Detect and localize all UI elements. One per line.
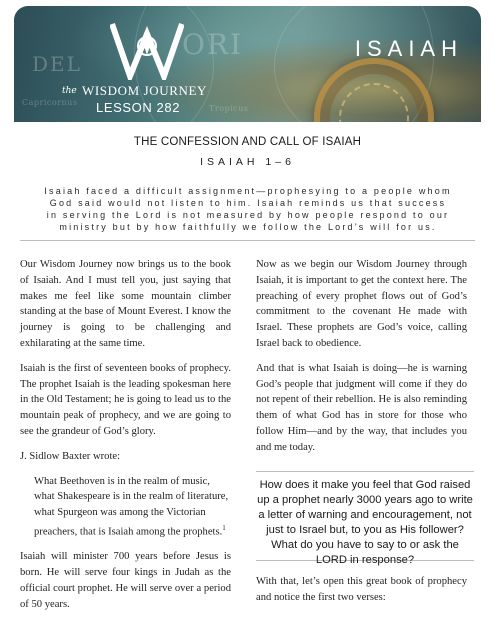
lesson-title: THE CONFESSION AND CALL OF ISAIAH: [133, 136, 362, 148]
lesson-number: LESSON 282: [96, 100, 181, 115]
question-text: What do you have to say to or ask the LORD in response?: [271, 539, 459, 566]
question-text: How does it make you feel that God raised up a prophet nearly 3000 years ago to write a letter of warning and encouragement, not just to Israel but, to you as His follower?: [257, 479, 473, 536]
divider: [20, 240, 475, 241]
wisdom-journey-logo-icon: [110, 20, 184, 80]
scripture-passage: ISAIAH 1–6: [200, 156, 295, 168]
lesson-summary: Isaiah faced a difficult assignment—prophesying to a people whom God said would not listen to him. Isaiah reminds us that success in serving the Lord is not measured by how people respond to our ministry but by how faithfully we follow the Lord’s will for us.: [44, 186, 452, 232]
paragraph: J. Sidlow Baxter wrote:: [20, 450, 121, 462]
footnote-marker: 1: [222, 523, 226, 532]
paragraph: Now as we begin our Wisdom Journey through Isaiah, it is important to get the context here. The preaching of every prophet flows out of God’s commitment to the covenant He made with Israel. These prophets are God’s voice, calling Israel back to obedience.: [256, 259, 467, 349]
map-text: ORI: [182, 28, 244, 61]
map-text: DEL: [32, 52, 82, 76]
left-column: [20, 257, 231, 621]
header-banner: [14, 6, 481, 122]
reflection-question: [256, 471, 474, 566]
brand-name: WISDOM JOURNEY: [82, 83, 208, 98]
book-title: ISAIAH: [354, 36, 463, 61]
right-column: [256, 257, 467, 465]
quote-text: What Beethoven is in the realm of music, what Shakespeare is in the realm of literature, what Spurgeon was among the Victorian preachers, that is Isaiah among the prophets.: [34, 475, 229, 538]
map-text: Tropicus: [209, 104, 249, 113]
map-text: Capricornus: [22, 98, 78, 107]
paragraph: Isaiah is the first of seventeen books of prophecy. The prophet Isaiah is the leading spokesman here in the Old Testament; he is going to lead us to the mountain peak of prophecy, and we are going to see the grandeur of God’s glory.: [20, 362, 231, 437]
block-quote: [34, 474, 231, 541]
paragraph: And that is what Isaiah is doing—he is warning God’s people that judgment will come if they do not repent of their rebellion. He is also reminding them of what God has in store for those who follow Him—and by the way, that includes you and me today.: [256, 362, 467, 453]
paragraph: With that, let’s open this great book of prophecy and notice the first two verses:: [256, 576, 467, 603]
paragraph: Isaiah will minister 700 years before Jesus is born. He will serve four kings in Judah as the official court prophet. He will serve over a period of 50 years.: [20, 551, 231, 610]
brand-prefix: the: [62, 86, 77, 96]
paragraph: Our Wisdom Journey now brings us to the book of Isaiah. And I must tell you, just saying that makes me feel like some mountain climber standing at the base of Mount Everest. I know the journey is going to be challenging and exhilarating at the same time.: [20, 259, 231, 349]
